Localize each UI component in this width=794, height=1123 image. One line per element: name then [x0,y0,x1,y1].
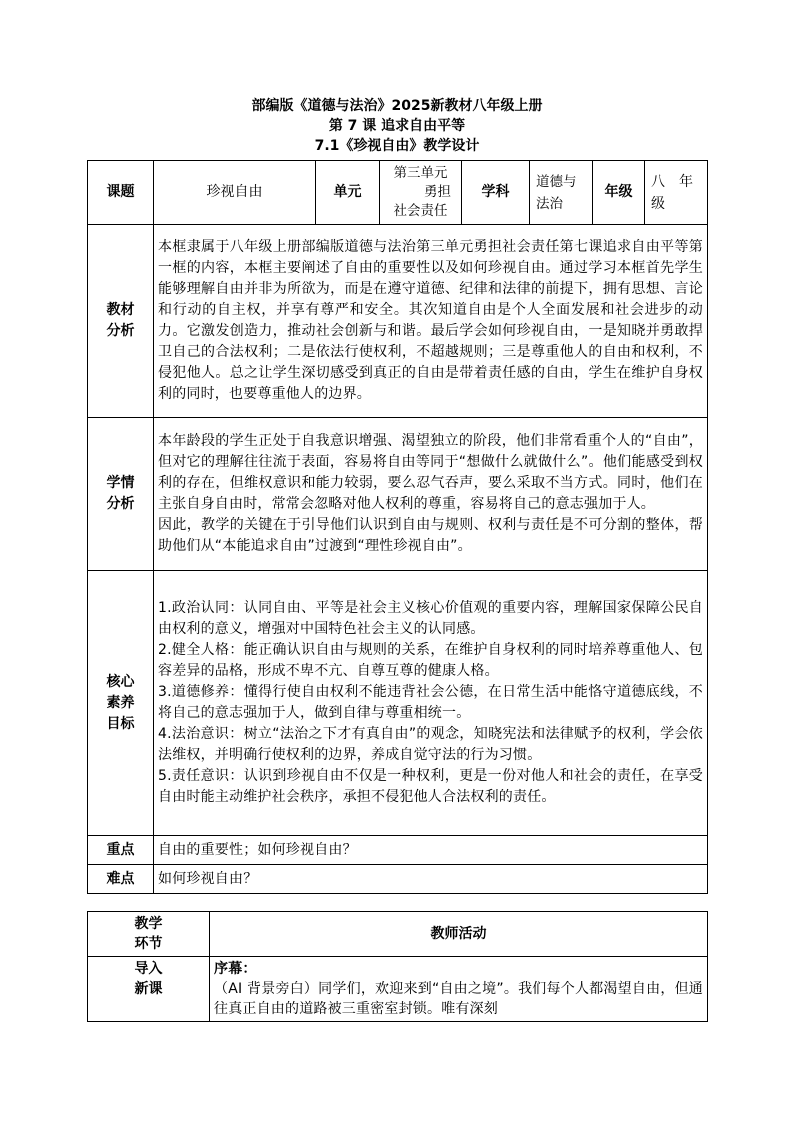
label-line: 学情 [106,475,135,491]
core-goal-item: 4.法治意识：树立“法治之下才有真自由”的观念，知晓宪法和法律赋予的权利，学会依法维权，并明确行使权利的边界，养成自觉守法的行为习惯。 [158,726,703,763]
student-analysis-label [88,418,154,571]
document-title [0,96,794,156]
label-line: 目标 [106,715,135,732]
core-goal-item: 3.道德修养：懂得行使自由权利不能违背社会公德，在日常生活中能恪守道德底线，不将自己的意志强加于人，做到自律与尊重相统一。 [158,684,703,721]
process-stage-header [88,912,210,957]
grade-value-line: 级 [651,195,665,212]
core-goals-text [154,571,708,836]
header-row [88,161,708,225]
unit-value-line: 勇担 [424,184,451,200]
core-goal-item: 2.健全人格：能正确认识自由与规则的关系，在维护自身权利的同时培养尊重他人、包容差异的品格，形成不卑不亢、自尊互尊的健康人格。 [158,642,703,679]
key-point-value: 自由的重要性；如何珍视自由？ [154,836,708,865]
label-line: 教材 [106,302,135,318]
difficulty-value: 如何珍视自由？ [154,865,708,894]
student-analysis-text [154,418,708,571]
label-line: 分析 [106,496,135,512]
title-line-1: 部编版《道德与法治》2025新教材八年级上册 [251,98,543,114]
key-point-row [88,836,708,865]
subject-label: 学科 [462,161,530,225]
student-analysis-row [88,418,708,571]
core-goals-row [88,571,708,836]
unit-label: 单元 [316,161,380,225]
unit-value-line: 社会责任 [393,203,448,219]
intro-heading: 序幕： [214,961,257,977]
unit-value [380,161,462,225]
difficulty-row [88,865,708,894]
difficulty-label: 难点 [88,865,154,894]
label-line: 素养 [106,694,135,711]
process-header-row [88,912,708,957]
label-line: 核心 [106,673,135,690]
intro-stage-label [88,957,210,1022]
label-line: 分析 [106,323,135,339]
intro-text: （AI 背景旁白）同学们，欢迎来到“自由之境”。我们每个人都渴望自由，但通往真正自由的道路被三重密室封锁。唯有深刻 [214,981,703,1017]
title-line-2: 第 7 课 追求自由平等 [328,118,466,134]
textbook-analysis-row [88,225,708,418]
grade-label: 年级 [593,161,645,225]
header-line: 教学 [134,916,163,932]
label-line: 导入 [134,961,163,977]
subject-value-line: 道德与 [536,173,577,190]
topic-value: 珍视自由 [154,161,316,225]
label-line: 新课 [134,981,163,997]
subject-value-line: 法治 [536,195,563,212]
unit-value-line: 第三单元 [393,165,448,181]
core-goal-item: 1.政治认同：认同自由、平等是社会主义核心价值观的重要内容，理解国家保障公民自由权利的意义，增强对中国特色社会主义的认同感。 [158,600,703,637]
intro-activity [210,957,708,1022]
lesson-plan-table [87,160,708,894]
title-line-3: 7.1《珍视自由》教学设计 [314,138,480,154]
teaching-process-table [87,911,708,1022]
key-point-label: 重点 [88,836,154,865]
student-analysis-paragraph: 因此，教学的关键在于引导他们认识到自由与规则、权利与责任是不可分割的整体，帮助他们从“本能追求自由”过渡到“理性珍视自由”。 [158,517,703,554]
intro-row [88,957,708,1022]
grade-value-line: 八 年 [651,173,693,190]
core-goals-label [88,571,154,836]
header-line: 环节 [134,936,163,952]
teacher-activity-header: 教师活动 [210,912,708,957]
grade-value [645,161,708,225]
topic-label: 课题 [88,161,154,225]
subject-value [530,161,593,225]
textbook-analysis-label [88,225,154,418]
student-analysis-paragraph: 本年龄段的学生正处于自我意识增强、渴望独立的阶段，他们非常看重个人的“自由”，但对它的理解往往流于表面，容易将自由等同于“想做什么就做什么”。他们能感受到权利的存在，但维权意识和能力较弱，要么忍气吞声，要么采取不当方式。同时，他们在主张自身自由时，常常会忽略对他人权利的尊重，容易将自己的意志强加于人。 [158,433,703,512]
core-goal-item: 5.责任意识：认识到珍视自由不仅是一种权利，更是一份对他人和社会的责任，在享受自由时能主动维护社会秩序，承担不侵犯他人合法权利的责任。 [158,768,703,805]
textbook-analysis-text: 本框隶属于八年级上册部编版道德与法治第三单元勇担社会责任第七课追求自由平等第一框的内容，本框主要阐述了自由的重要性以及如何珍视自由。通过学习本框首先学生能够理解自由并非为所欲为，而是在遵守道德、纪律和法律的前提下，拥有思想、言论和行动的自主权，并享有尊严和安全。其次知道自由是个人全面发展和社会进步的动力。它激发创造力，推动社会创新与和谐。最后学会如何珍视自由，一是知晓并勇敢捍卫自己的合法权利；二是依法行使权利，不超越规则；三是尊重他人的自由和权利，不侵犯他人。总之让学生深切感受到真正的自由是带着责任感的自由，学生在维护自身权利的同时，也要尊重他人的边界。 [154,225,708,418]
